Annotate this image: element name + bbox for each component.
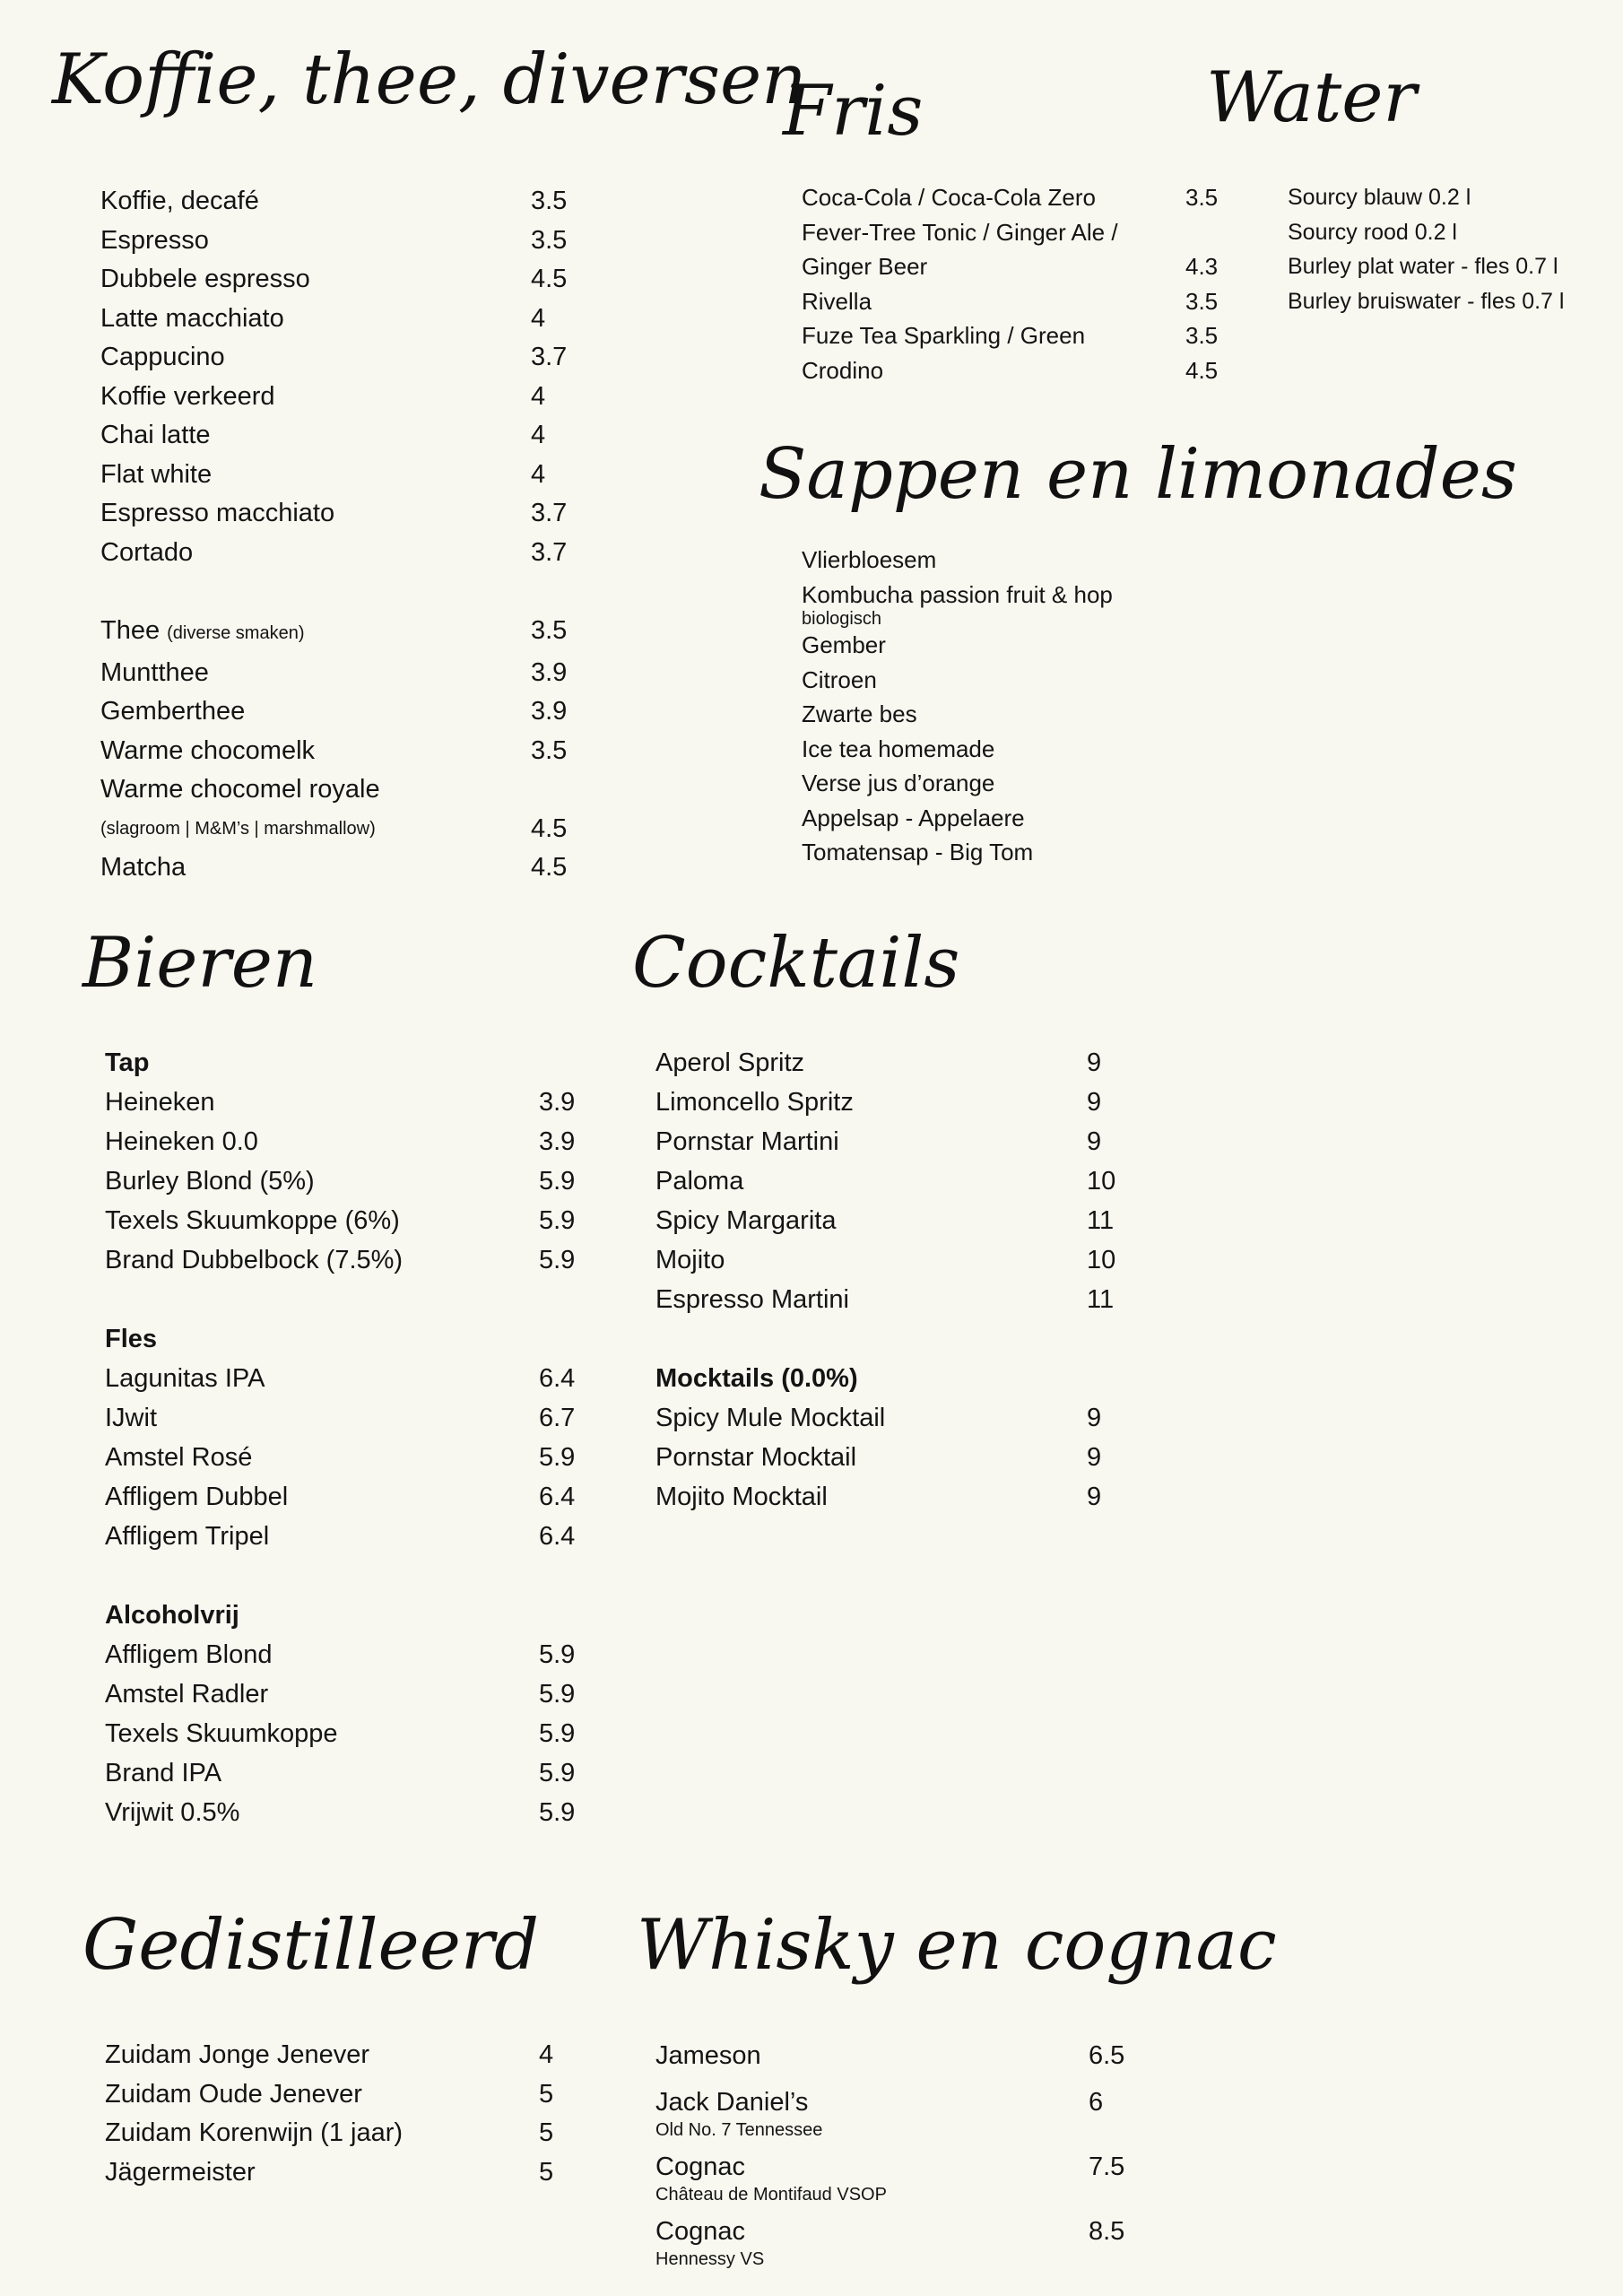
item-price: 11 bbox=[1087, 1206, 1115, 1235]
item-price: 4.3 bbox=[1185, 253, 1219, 281]
item-price: 9 bbox=[1087, 1443, 1102, 1472]
menu-entry bbox=[105, 1240, 589, 1280]
section-title-cocktails: Cocktails bbox=[632, 923, 960, 1004]
item-price: 4 bbox=[531, 381, 546, 411]
item-name: Flat white bbox=[100, 459, 213, 489]
item-price: 5.9 bbox=[539, 1206, 576, 1235]
item-name: Muntthee bbox=[100, 657, 209, 687]
menu-entry bbox=[1288, 249, 1619, 284]
menu-item bbox=[655, 2212, 1158, 2251]
item-name: Mojito Mocktail bbox=[655, 1483, 828, 1511]
menu-entry bbox=[100, 260, 585, 300]
menu-item bbox=[655, 2083, 1158, 2122]
menu-entry bbox=[105, 2114, 589, 2153]
menu-entry bbox=[105, 1359, 589, 1398]
subheading-fles: Fles bbox=[105, 1325, 158, 1353]
menu-item bbox=[802, 284, 1232, 319]
menu-item bbox=[802, 180, 1232, 215]
item-price: 3.9 bbox=[531, 697, 568, 726]
menu-item bbox=[105, 1517, 589, 1556]
item-name: Zuidam Korenwijn (1 jaar) bbox=[105, 2118, 404, 2147]
menu-entry bbox=[105, 2036, 589, 2075]
item-name: Burley plat water - fles 0.7 l bbox=[1288, 254, 1558, 280]
item-price: 6.7 bbox=[539, 1404, 576, 1432]
menu-entry bbox=[655, 1240, 1158, 1280]
menu-item bbox=[802, 697, 1268, 732]
menu-entry bbox=[105, 1122, 589, 1161]
item-name: Amstel Radler bbox=[105, 1680, 269, 1709]
item-name: Pornstar Mocktail bbox=[655, 1443, 857, 1472]
item-price: 4.5 bbox=[1185, 356, 1219, 384]
menu-item bbox=[100, 456, 585, 495]
item-price: 3.7 bbox=[531, 343, 568, 371]
menu-item bbox=[655, 1477, 1158, 1517]
menu-item bbox=[655, 1438, 1158, 1477]
item-price: 4 bbox=[531, 459, 546, 489]
menu-entry bbox=[105, 2153, 589, 2193]
menu-entry bbox=[105, 1201, 589, 1240]
item-name: Heineken bbox=[105, 1088, 215, 1117]
menu-entry bbox=[802, 249, 1232, 284]
menu-item bbox=[1288, 215, 1619, 250]
item-price: 5.9 bbox=[539, 1443, 576, 1472]
item-price: 7.5 bbox=[1089, 2152, 1125, 2181]
menu-entry bbox=[100, 300, 585, 339]
item-price: 6.4 bbox=[539, 1364, 576, 1393]
item-price: 5.9 bbox=[539, 1640, 576, 1669]
item-name: Spicy Margarita bbox=[655, 1206, 837, 1235]
menu-item bbox=[100, 222, 585, 261]
item-subtitle: Château de Montifaud VSOP bbox=[655, 2185, 887, 2205]
menu-entry bbox=[655, 1438, 1158, 1477]
item-price: 4 bbox=[531, 421, 546, 449]
menu-item bbox=[100, 416, 585, 456]
menu-item bbox=[655, 2147, 1158, 2187]
item-price: 3.7 bbox=[531, 537, 568, 567]
menu-entry bbox=[655, 2083, 1158, 2140]
item-price: 6.4 bbox=[539, 1483, 576, 1511]
item-name: Espresso bbox=[100, 225, 209, 255]
menu-item bbox=[105, 2153, 589, 2193]
menu-entry bbox=[655, 2147, 1158, 2205]
item-name: Verse jus d’orange bbox=[802, 770, 995, 796]
menu-item bbox=[655, 1240, 1158, 1280]
menu-item bbox=[105, 1438, 589, 1477]
menu-entry bbox=[105, 1635, 589, 1674]
menu-item bbox=[100, 182, 585, 222]
item-subtitle: biologisch bbox=[802, 609, 881, 629]
menu-entry bbox=[100, 654, 585, 693]
menu-entry bbox=[802, 318, 1232, 353]
section-water bbox=[1206, 57, 1417, 138]
menu-item bbox=[655, 1122, 1158, 1161]
item-name: Burley Blond (5%) bbox=[105, 1167, 315, 1196]
item-name: Burley bruiswater - fles 0.7 l bbox=[1288, 288, 1565, 314]
item-name: Warme chocomel royale bbox=[100, 775, 380, 804]
item-price: 9 bbox=[1087, 1048, 1102, 1077]
item-price: 3.5 bbox=[531, 225, 568, 255]
section-title-sappen: Sappen en limonades bbox=[759, 434, 1517, 515]
item-name: Chai latte bbox=[100, 421, 211, 449]
whisky-list bbox=[655, 2036, 1158, 2276]
item-name: Coca-Cola / Coca-Cola Zero bbox=[802, 184, 1097, 211]
item-price: 8.5 bbox=[1089, 2217, 1125, 2246]
item-price: 10 bbox=[1087, 1167, 1116, 1196]
item-name: Jameson bbox=[655, 2041, 761, 2070]
menu-item bbox=[802, 835, 1268, 870]
item-price: 11 bbox=[1087, 1285, 1115, 1314]
item-price: 9 bbox=[1087, 1483, 1102, 1511]
menu-entry bbox=[1288, 284, 1619, 319]
section-title-fris: Fris bbox=[783, 71, 924, 152]
section-koffie bbox=[52, 39, 807, 120]
item-name: Mojito bbox=[655, 1246, 725, 1274]
item-price: 4 bbox=[531, 303, 546, 333]
item-name: Paloma bbox=[655, 1167, 744, 1196]
menu-item bbox=[100, 732, 585, 771]
item-price: 3.5 bbox=[531, 735, 568, 765]
item-name: Sourcy blauw 0.2 l bbox=[1288, 185, 1471, 210]
menu-item bbox=[802, 215, 1232, 250]
section-gedistilleerd bbox=[82, 1905, 540, 1986]
menu-entry bbox=[655, 1280, 1158, 1319]
menu-entry bbox=[802, 543, 1268, 578]
item-price: 6 bbox=[1089, 2088, 1104, 2117]
menu-item bbox=[655, 1083, 1158, 1122]
item-name: Espresso macchiato bbox=[100, 499, 335, 527]
menu-item bbox=[802, 766, 1268, 801]
menu-entry bbox=[1288, 215, 1619, 250]
item-note: (diverse smaken) bbox=[167, 623, 305, 643]
item-name: Fever-Tree Tonic / Ginger Ale / bbox=[802, 218, 1118, 246]
item-price: 3.5 bbox=[1185, 322, 1219, 350]
item-price: 3.5 bbox=[1185, 184, 1219, 211]
menu-entry bbox=[802, 578, 1268, 629]
menu-entry bbox=[802, 801, 1268, 836]
menu-entry bbox=[105, 1477, 589, 1517]
menu-item bbox=[100, 378, 585, 417]
item-price: 3.9 bbox=[539, 1127, 576, 1156]
menu-item bbox=[105, 1635, 589, 1674]
menu-item bbox=[1288, 180, 1619, 215]
menu-entry bbox=[802, 353, 1232, 388]
menu-entry bbox=[802, 628, 1268, 663]
item-price: 5 bbox=[539, 2118, 554, 2147]
menu-entry bbox=[100, 222, 585, 261]
item-name: Jägermeister bbox=[105, 2157, 256, 2187]
item-price: 3.5 bbox=[531, 187, 568, 215]
item-name: Spicy Mule Mocktail bbox=[655, 1404, 886, 1432]
menu-item bbox=[105, 1161, 589, 1201]
item-name: Ginger Beer bbox=[802, 253, 928, 281]
item-price: 5.9 bbox=[539, 1167, 576, 1196]
menu-item bbox=[802, 353, 1232, 388]
subheading-tap: Tap bbox=[105, 1048, 150, 1077]
cocktails-list bbox=[655, 1043, 1158, 1517]
item-name: Lagunitas IPA bbox=[105, 1364, 265, 1393]
menu-item bbox=[105, 1359, 589, 1398]
menu-entry bbox=[802, 180, 1232, 215]
item-name: Texels Skuumkoppe bbox=[105, 1719, 338, 1748]
menu-item-matcha bbox=[100, 848, 585, 888]
menu-item bbox=[105, 1083, 589, 1122]
menu-item-thee bbox=[100, 612, 585, 654]
item-name: Koffie verkeerd bbox=[100, 381, 275, 411]
water-list bbox=[1288, 180, 1619, 318]
menu-item bbox=[802, 628, 1268, 663]
item-price: 9 bbox=[1087, 1127, 1102, 1156]
item-price: 6.4 bbox=[539, 1522, 576, 1551]
section-title-gedistilleerd: Gedistilleerd bbox=[82, 1905, 540, 1986]
subheading-mocktails: Mocktails (0.0%) bbox=[655, 1364, 858, 1393]
item-note: (slagroom | M&M’s | marshmallow) bbox=[100, 818, 376, 839]
item-subtitle: Hennessy VS bbox=[655, 2249, 765, 2269]
item-name: Fuze Tea Sparkling / Green bbox=[802, 322, 1086, 350]
item-price: 5 bbox=[539, 2157, 554, 2187]
menu-entry bbox=[100, 732, 585, 771]
item-name: Crodino bbox=[802, 356, 884, 384]
menu-entry bbox=[802, 663, 1268, 698]
menu-item bbox=[655, 2036, 1158, 2075]
item-name: Vrijwit 0.5% bbox=[105, 1798, 240, 1827]
menu-item bbox=[655, 1280, 1158, 1319]
item-name: Zwarte bes bbox=[802, 700, 917, 727]
item-name: Cappucino bbox=[100, 343, 225, 371]
item-name: Rivella bbox=[802, 287, 872, 315]
item-name: Jack Daniel’s bbox=[655, 2088, 809, 2117]
menu-item bbox=[105, 1793, 589, 1832]
item-price: 10 bbox=[1087, 1246, 1116, 1274]
menu-entry bbox=[1288, 180, 1619, 215]
section-bieren bbox=[82, 923, 318, 1004]
menu-entry bbox=[655, 1161, 1158, 1201]
section-cocktails bbox=[632, 923, 960, 1004]
subheading-alcoholvrij: Alcoholvrij bbox=[105, 1601, 239, 1630]
menu-item bbox=[100, 534, 585, 573]
item-price: 5.9 bbox=[539, 1798, 576, 1827]
menu-item bbox=[105, 1201, 589, 1240]
item-price: 5.9 bbox=[539, 1680, 576, 1709]
menu-item bbox=[100, 300, 585, 339]
bieren-list bbox=[105, 1043, 589, 1832]
menu-item bbox=[1288, 249, 1619, 284]
item-name: Amstel Rosé bbox=[105, 1443, 253, 1472]
menu-entry bbox=[105, 1083, 589, 1122]
menu-item bbox=[105, 1122, 589, 1161]
menu-entry bbox=[100, 378, 585, 417]
menu-item bbox=[802, 801, 1268, 836]
item-name: Warme chocomelk bbox=[100, 735, 316, 765]
menu-entry bbox=[100, 416, 585, 456]
gedistilleerd-list bbox=[105, 2036, 589, 2192]
item-name: Affligem Tripel bbox=[105, 1522, 270, 1551]
menu-entry bbox=[655, 1043, 1158, 1083]
item-price: 3.7 bbox=[531, 499, 568, 527]
menu-entry bbox=[105, 1438, 589, 1477]
menu-entry bbox=[655, 1083, 1158, 1122]
item-name: Vlierbloesem bbox=[802, 546, 937, 573]
item-price: 5.9 bbox=[539, 1719, 576, 1748]
menu-entry bbox=[802, 766, 1268, 801]
section-whisky bbox=[637, 1905, 1277, 1986]
item-name: Brand Dubbelbock (7.5%) bbox=[105, 1246, 404, 1274]
menu-entry bbox=[100, 182, 585, 222]
menu-item bbox=[100, 692, 585, 732]
item-name: Tomatensap - Big Tom bbox=[802, 839, 1034, 865]
section-title-koffie: Koffie, thee, diversen bbox=[52, 39, 807, 120]
menu-item-royale-detail bbox=[100, 810, 585, 849]
menu-item bbox=[655, 1161, 1158, 1201]
item-name: Cognac bbox=[655, 2152, 745, 2181]
menu-item bbox=[105, 1674, 589, 1714]
section-title-water: Water bbox=[1206, 57, 1417, 138]
item-name: Gember bbox=[802, 631, 886, 658]
menu-item bbox=[105, 2075, 589, 2115]
menu-entry bbox=[105, 1517, 589, 1556]
item-price: 6.5 bbox=[1089, 2041, 1125, 2070]
menu-item bbox=[105, 1240, 589, 1280]
menu-entry bbox=[655, 1398, 1158, 1438]
menu-entry bbox=[655, 1477, 1158, 1517]
item-name: Sourcy rood 0.2 l bbox=[1288, 219, 1457, 245]
menu-entry bbox=[100, 494, 585, 534]
menu-item bbox=[802, 663, 1268, 698]
item-name: Affligem Blond bbox=[105, 1640, 273, 1669]
item-name: Limoncello Spritz bbox=[655, 1088, 854, 1117]
menu-entry bbox=[655, 1122, 1158, 1161]
item-name: Heineken 0.0 bbox=[105, 1127, 258, 1156]
item-name: Brand IPA bbox=[105, 1759, 222, 1787]
item-name: Pornstar Martini bbox=[655, 1127, 839, 1156]
item-subtitle: Old No. 7 Tennessee bbox=[655, 2120, 823, 2140]
menu-entry bbox=[105, 1161, 589, 1201]
section-fris bbox=[783, 71, 924, 152]
item-name: Aperol Spritz bbox=[655, 1048, 805, 1077]
menu-entry bbox=[100, 338, 585, 378]
item-name: Zuidam Oude Jenever bbox=[105, 2079, 362, 2109]
menu-item bbox=[100, 494, 585, 534]
menu-entry bbox=[100, 692, 585, 732]
item-name: Latte macchiato bbox=[100, 303, 284, 333]
item-price: 5.9 bbox=[539, 1759, 576, 1787]
section-title-bieren: Bieren bbox=[82, 923, 318, 1004]
menu-entry bbox=[100, 770, 585, 810]
item-price: 4 bbox=[539, 2040, 554, 2069]
section-title-whisky: Whisky en cognac bbox=[637, 1905, 1277, 1986]
menu-item bbox=[802, 318, 1232, 353]
menu-entry bbox=[105, 1398, 589, 1438]
menu-item bbox=[1288, 284, 1619, 319]
item-name: Appelsap - Appelaere bbox=[802, 804, 1025, 831]
item-name: Zuidam Jonge Jenever bbox=[105, 2040, 369, 2069]
item-name: Ice tea homemade bbox=[802, 735, 995, 762]
menu-entry bbox=[802, 697, 1268, 732]
item-price: 5.9 bbox=[539, 1246, 576, 1274]
menu-entry bbox=[802, 835, 1268, 870]
section-sappen bbox=[759, 434, 1517, 515]
menu-item bbox=[105, 1398, 589, 1438]
item-price: 3.9 bbox=[531, 657, 568, 687]
menu-entry bbox=[655, 2036, 1158, 2075]
menu-item bbox=[105, 1477, 589, 1517]
menu-entry bbox=[655, 1201, 1158, 1240]
item-price: 3.5 bbox=[1185, 287, 1219, 315]
menu-item bbox=[655, 1201, 1158, 1240]
menu-item bbox=[105, 1753, 589, 1793]
koffie-list bbox=[100, 182, 585, 888]
sappen-list bbox=[802, 543, 1268, 870]
menu-item bbox=[100, 260, 585, 300]
menu-item bbox=[802, 578, 1268, 613]
item-name: Cortado bbox=[100, 537, 194, 567]
item-name: Dubbele espresso bbox=[100, 265, 310, 293]
item-price: 9 bbox=[1087, 1404, 1102, 1432]
menu-entry bbox=[105, 2075, 589, 2115]
item-name: Citroen bbox=[802, 665, 877, 693]
item-name: Cognac bbox=[655, 2217, 745, 2246]
item-name: Espresso Martini bbox=[655, 1285, 849, 1314]
menu-entry bbox=[802, 732, 1268, 767]
item-price: 5 bbox=[539, 2079, 554, 2109]
menu-item bbox=[105, 2114, 589, 2153]
item-name: Koffie, decafé bbox=[100, 187, 259, 215]
menu-item bbox=[655, 1398, 1158, 1438]
menu-entry bbox=[100, 456, 585, 495]
item-name: Texels Skuumkoppe (6%) bbox=[105, 1206, 400, 1235]
item-price: 3.9 bbox=[539, 1088, 576, 1117]
menu-item bbox=[100, 338, 585, 378]
item-name: Thee bbox=[100, 616, 161, 645]
menu-entry bbox=[105, 1714, 589, 1753]
menu-item bbox=[655, 1043, 1158, 1083]
menu-item bbox=[100, 654, 585, 693]
item-name: Kombucha passion fruit & hop bbox=[802, 580, 1113, 608]
item-price: 4.5 bbox=[531, 853, 568, 882]
menu-item bbox=[105, 2036, 589, 2075]
menu-item bbox=[100, 770, 585, 810]
item-name: IJwit bbox=[105, 1404, 157, 1432]
menu-entry bbox=[105, 1753, 589, 1793]
menu-entry bbox=[655, 2212, 1158, 2269]
item-name: Affligem Dubbel bbox=[105, 1483, 289, 1511]
item-price: 9 bbox=[1087, 1088, 1102, 1117]
menu-entry bbox=[100, 534, 585, 573]
menu-entry bbox=[802, 215, 1232, 250]
item-price: 4.5 bbox=[531, 265, 568, 293]
menu-entry bbox=[802, 284, 1232, 319]
menu-item bbox=[105, 1714, 589, 1753]
menu-item bbox=[802, 249, 1232, 284]
menu-item bbox=[802, 732, 1268, 767]
item-name: Gemberthee bbox=[100, 697, 246, 726]
item-price: 4.5 bbox=[531, 813, 568, 843]
item-price: 3.5 bbox=[531, 616, 568, 645]
menu-item bbox=[802, 543, 1268, 578]
menu-entry bbox=[105, 1793, 589, 1832]
item-name: Matcha bbox=[100, 853, 187, 882]
fris-list bbox=[802, 180, 1232, 388]
menu-entry bbox=[105, 1674, 589, 1714]
